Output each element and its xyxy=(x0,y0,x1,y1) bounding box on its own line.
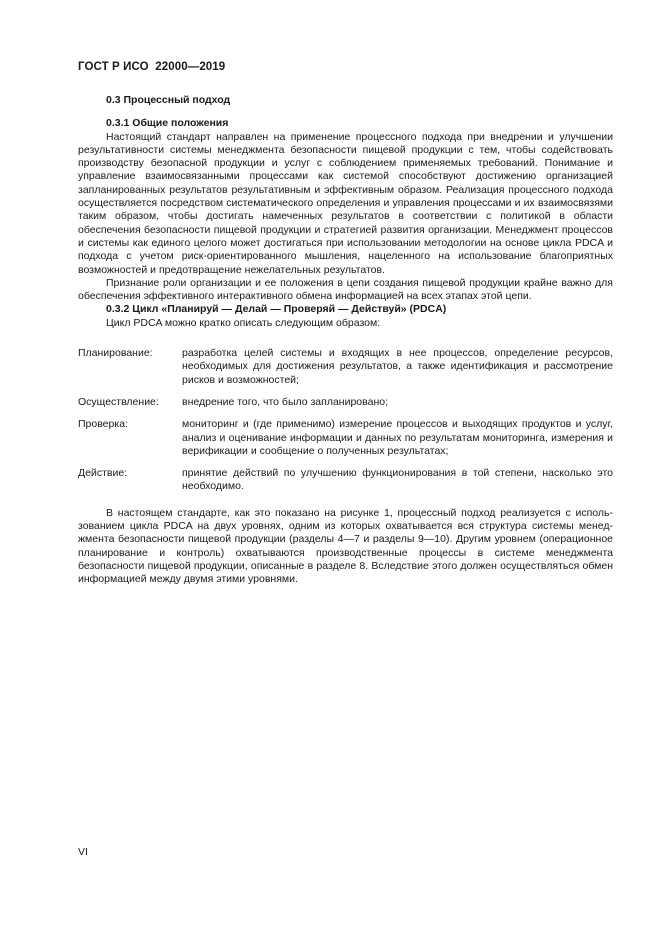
definition-description: принятие действий по улучшению функционирования в той степени, насколько это необходимо. xyxy=(182,467,613,493)
definition-description: внедрение того, что было запланировано; xyxy=(182,395,389,408)
paragraph-general-2: Признание роли организации и ее положения в цепи создания пищевой продукции крайне важно для обеспечения эффективного интерактивного обмена информацией на всех этапах этой цепи. xyxy=(78,276,613,303)
definition-item-act xyxy=(78,467,613,494)
definition-term: Осуществление: xyxy=(78,395,159,408)
paragraph-pdca-intro: Цикл PDCA можно кратко описать следующим образом: xyxy=(106,316,381,329)
section-heading: 0.3 Процессный подход xyxy=(106,94,231,106)
definition-description: разработка целей системы и входящих в нее процессов, определение ресурсов, необходимых для достижения результатов, а также идентификация и рассмотрение рисков и возможностей; xyxy=(182,347,613,386)
subsection-heading-pdca: 0.3.2 Цикл «Планируй — Делай — Проверяй — Действуй» (PDCA) xyxy=(106,303,447,316)
definition-item-do xyxy=(78,396,613,409)
paragraph-general-1: Настоящий стандарт направлен на применение процессного подхода при внедрении и улучшении результативности системы менеджмента безопасности пищевой продукции с тем, чтобы содействовать производству безопасной продукции и услуг с соблюдением применяемых требований. Понимание и управление взаимосвязанными процессами как системой способствуют достижению организацией запланированных результатов результативным и эффективным образом. Реализация процессного подхода осуществляется посредством систематического определения и управления процессами и их взаимосвязями таким образом, чтобы достигать намеченных результатов в соответствии с политикой в области обеспечения безопасности пищевой продукции и стратегией развития организации. Менеджмент процессов и системы как единого целого может достигаться при использовании методологии на основе цикла PDCA и подхода с учетом риск-ориентированного мышления, нацеленного на использование благоприятных возможностей и предотвращение нежелательных результатов. xyxy=(78,130,613,276)
definition-term: Планирование: xyxy=(78,347,153,360)
paragraph-pdca-closing: В настоящем стандарте, как это показано на рисунке 1, процессный подход реализуется с использованием цикла PDCA на двух уровнях, одним из которых охватывается вся структура системы менеджмента безопасности пищевой продукции (разделы 4—7 и разделы 9—10). Другим уровнем (операционное планирование и контроль) охватываются производственные процессы в системе менеджмента безопасности пищевой продукции, описанные в разделе 8. Вследствие этого должен осуществляться обмен информацией между двумя этими уровнями. xyxy=(78,506,613,586)
subsection-heading-general: 0.3.1 Общие положения xyxy=(106,117,229,130)
definition-item-check xyxy=(78,418,613,458)
definition-description: мониторинг и (где применимо) измерение процессов и выходящих продуктов и услуг, анализ и оценивание информации и данных по результатам мониторинга, измерения и верификации и сообщение о полученных результатах; xyxy=(182,418,613,457)
definition-term: Проверка: xyxy=(78,418,128,431)
pdca-definitions-list xyxy=(78,347,613,494)
document-body xyxy=(78,94,613,587)
definition-term: Действие: xyxy=(78,467,128,480)
definition-item-plan xyxy=(78,347,613,387)
page-number: VI xyxy=(78,846,88,858)
document-header: ГОСТ Р ИСО 22000—2019 xyxy=(78,61,226,73)
